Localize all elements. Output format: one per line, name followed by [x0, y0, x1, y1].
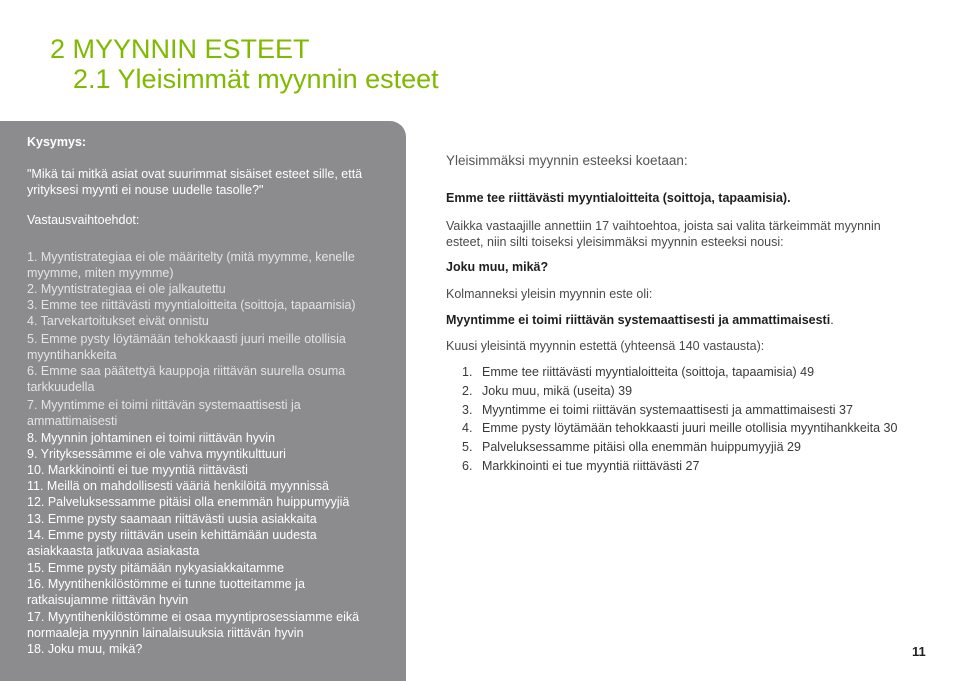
option-line: 11. Meillä on mahdollisesti vääriä henkilöitä myynnissä: [27, 479, 329, 493]
option-line: 10. Markkinointi ei tue myyntiä riittävästi: [27, 463, 248, 477]
option-line: tarkkuudella: [27, 380, 95, 394]
top-answer: Emme tee riittävästi myyntialoitteita (soittoja, tapaamisia).: [446, 191, 791, 205]
options-label: Vastausvaihtoehdot:: [27, 213, 140, 227]
item-text: Emme tee riittävästi myyntialoitteita (soittoja, tapaamisia) 49: [482, 365, 815, 379]
top6-intro: Kuusi yleisintä myynnin estettä (yhteensä 140 vastausta):: [446, 339, 765, 353]
item-number: 6.: [462, 459, 473, 473]
item-number: 5.: [462, 440, 473, 454]
question-label: Kysymys:: [27, 135, 87, 149]
item-number: 2.: [462, 384, 473, 398]
results-heading: Yleisimmäksi myynnin esteeksi koetaan:: [446, 153, 688, 168]
top6-item: [462, 364, 814, 380]
subsection-title: 2.1 Yleisimmät myynnin esteet: [73, 64, 439, 94]
option-line: myyntihankkeita: [27, 348, 117, 362]
third-intro: Kolmanneksi yleisin myynnin este oli:: [446, 287, 653, 301]
option-line: 18. Joku muu, mikä?: [27, 642, 143, 656]
third-answer-line: [446, 312, 834, 328]
section-title: 2 MYYNNIN ESTEET: [50, 34, 310, 64]
option-line: asiakkaasta jatkuvaa asiakasta: [27, 544, 200, 558]
question-panel: [0, 121, 406, 681]
third-answer: Myyntimme ei toimi riittävän systemaattisesti ja ammattimaisesti: [446, 313, 831, 327]
top6-item: [462, 420, 897, 436]
item-number: 3.: [462, 403, 473, 417]
option-line: 17. Myyntihenkilöstömme ei osaa myyntiprosessiamme eikä: [27, 610, 360, 624]
option-line: 1. Myyntistrategiaa ei ole määritelty (mitä myymme, kenelle: [27, 250, 355, 264]
option-line: 2. Myyntistrategiaa ei ole jalkautettu: [27, 282, 226, 296]
item-number: 4.: [462, 421, 473, 435]
option-line: 7. Myyntimme ei toimi riittävän systemaattisesti ja: [27, 398, 301, 412]
item-text: Emme pysty löytämään tehokkaasti juuri meille otollisia myyntihankkeita 30: [482, 421, 898, 435]
item-number: 1.: [462, 365, 473, 379]
item-text: Palveluksessamme pitäisi olla enemmän huippumyyjiä 29: [482, 440, 801, 454]
question-text-line: "Mikä tai mitkä asiat ovat suurimmat sisäiset esteet sille, että: [27, 167, 363, 181]
option-line: 12. Palveluksessamme pitäisi olla enemmän huippumyyjiä: [27, 495, 350, 509]
paragraph-line: esteet, niin silti toiseksi yleisimmäksi myynnin esteeksi nousi:: [446, 235, 784, 249]
option-line: 13. Emme pysty saamaan riittävästi uusia asiakkaita: [27, 512, 317, 526]
option-line: 8. Myynnin johtaminen ei toimi riittävän hyvin: [27, 431, 276, 445]
item-text: Joku muu, mikä (useita) 39: [482, 384, 633, 398]
option-line: 4. Tarvekartoitukset eivät onnistu: [27, 314, 209, 328]
option-line: 3. Emme tee riittävästi myyntialoitteita (soittoja, tapaamisia): [27, 298, 356, 312]
item-text: Myyntimme ei toimi riittävän systemaattisesti ja ammattimaisesti 37: [482, 403, 853, 417]
option-line: myymme, miten myymme): [27, 266, 174, 280]
option-line: 9. Yrityksessämme ei ole vahva myyntikulttuuri: [27, 447, 286, 461]
page-number: 11: [912, 644, 926, 659]
option-line: 14. Emme pysty riittävän usein kehittämään uudesta: [27, 528, 317, 542]
question-text-line: yrityksesi myynti ei nouse uudelle tasolle?": [27, 183, 264, 197]
option-line: ratkaisujamme riittävän hyvin: [27, 593, 189, 607]
option-line: 15. Emme pysty pitämään nykyasiakkaitamme: [27, 561, 285, 575]
option-line: normaaleja myynnin lainalaisuuksia riittävän hyvin: [27, 626, 304, 640]
option-line: ammattimaisesti: [27, 414, 118, 428]
third-answer-period: .: [830, 313, 834, 327]
top6-item: [462, 439, 801, 455]
top6-item: [462, 402, 853, 418]
top6-item: [462, 383, 632, 399]
option-line: 16. Myyntihenkilöstömme ei tunne tuotteitamme ja: [27, 577, 305, 591]
paragraph-line: Vaikka vastaajille annettiin 17 vaihtoehtoa, joista sai valita tärkeimmät myynnin: [446, 219, 881, 233]
option-line: 5. Emme pysty löytämään tehokkaasti juuri meille otollisia: [27, 332, 346, 346]
item-text: Markkinointi ei tue myyntiä riittävästi 27: [482, 459, 700, 473]
option-line: 6. Emme saa päätettyä kauppoja riittävän suurella osuma: [27, 364, 346, 378]
second-answer: Joku muu, mikä?: [446, 260, 549, 274]
top6-item: [462, 458, 699, 474]
